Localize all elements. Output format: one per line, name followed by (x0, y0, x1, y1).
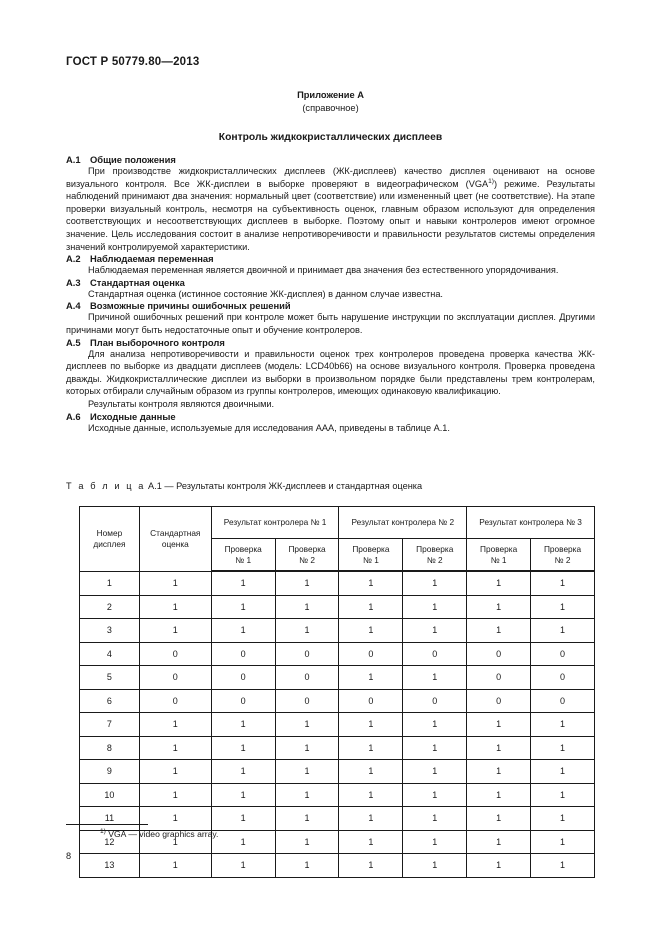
th-inspector-1-check-2: Проверка № 2 (275, 539, 339, 572)
section-number: A.5 (66, 336, 81, 348)
cell-standard-rating: 1 (139, 619, 211, 643)
section-number: A.4 (66, 300, 81, 312)
th-standard-rating: Стандартная оценка (139, 507, 211, 572)
cell-inspector-result: 1 (275, 713, 339, 737)
annex-subtitle: (справочное) (302, 103, 359, 113)
cell-inspector-result: 1 (403, 595, 467, 619)
page-number: 8 (66, 851, 72, 861)
cell-inspector-result: 0 (403, 689, 467, 713)
cell-display-number: 10 (80, 783, 140, 807)
annex-title: Приложение А (297, 90, 364, 100)
cell-inspector-result: 1 (403, 619, 467, 643)
cell-display-number: 7 (80, 713, 140, 737)
cell-inspector-result: 1 (339, 595, 403, 619)
cell-standard-rating: 1 (139, 807, 211, 831)
cell-inspector-result: 1 (275, 595, 339, 619)
document-body (66, 154, 595, 434)
cell-inspector-result: 0 (275, 642, 339, 666)
section-heading-a-1 (66, 154, 595, 165)
cell-standard-rating: 1 (139, 783, 211, 807)
section-paragraph: Исходные данные, используемые для исследования ААА, приведены в таблице А.1. (88, 422, 450, 433)
cell-display-number: 3 (80, 619, 140, 643)
cell-inspector-result: 1 (403, 854, 467, 878)
cell-inspector-result: 1 (275, 571, 339, 595)
cell-inspector-result: 1 (467, 830, 531, 854)
section-paragraph: Наблюдаемая переменная является двоичной и принимает два значения без естественного упорядочивания. (88, 265, 559, 276)
cell-inspector-result: 1 (211, 807, 275, 831)
table-row (80, 736, 595, 760)
cell-display-number: 8 (80, 736, 140, 760)
cell-standard-rating: 0 (139, 689, 211, 713)
cell-display-number: 13 (80, 854, 140, 878)
cell-inspector-result: 1 (275, 760, 339, 784)
cell-inspector-result: 1 (467, 595, 531, 619)
cell-inspector-result: 1 (275, 854, 339, 878)
table-header-row-1 (80, 507, 595, 539)
cell-inspector-result: 1 (339, 736, 403, 760)
cell-inspector-result: 1 (339, 807, 403, 831)
cell-display-number: 9 (80, 760, 140, 784)
section-heading-a-3 (66, 277, 595, 288)
cell-inspector-result: 0 (467, 689, 531, 713)
cell-inspector-result: 0 (275, 666, 339, 690)
cell-inspector-result: 1 (531, 760, 595, 784)
cell-inspector-result: 0 (531, 689, 595, 713)
section-paragraph: Результаты контроля являются двоичными. (88, 398, 275, 409)
inspection-results-table (79, 506, 595, 878)
sections-container (66, 154, 595, 434)
cell-inspector-result: 0 (211, 666, 275, 690)
cell-inspector-result: 1 (403, 713, 467, 737)
cell-standard-rating: 1 (139, 713, 211, 737)
th-inspector-3-check-2: Проверка № 2 (531, 539, 595, 572)
table-row (80, 807, 595, 831)
cell-standard-rating: 1 (139, 760, 211, 784)
section-title: Наблюдаемая переменная (90, 253, 214, 265)
cell-inspector-result: 1 (403, 783, 467, 807)
cell-inspector-result: 0 (211, 642, 275, 666)
cell-inspector-result: 1 (531, 736, 595, 760)
cell-display-number: 6 (80, 689, 140, 713)
cell-inspector-result: 1 (531, 595, 595, 619)
cell-inspector-result: 1 (467, 571, 531, 595)
table-row (80, 713, 595, 737)
cell-inspector-result: 1 (467, 807, 531, 831)
section-paragraph: При производстве жидкокристаллических дисплеев (ЖК-дисплеев) качество дисплея оценивают на основе визуального контроля. Все ЖК-дисплеи в выборке проверяют в видеографическом (VGA$^{1)}$) режиме. Результаты наблюдений принимают два значения: нормальный цвет (соответствие) или измененный цвет (не соответствие). На этапе проверки визуальный контроль, несмотря на субъективность оценок, главным образом используют для определения соответствующих и несоответствующих дисплеев в выборке. Поэтому опыт и навыки контролеров имеют огромное значение. Цель исследования состоит в анализе непротиворечивости и правильности результатов системы определения значений контролируемой характеристики. (66, 166, 595, 252)
cell-inspector-result: 1 (467, 783, 531, 807)
cell-inspector-result: 1 (211, 830, 275, 854)
th-inspector-3-check-1: Проверка № 1 (467, 539, 531, 572)
cell-inspector-result: 1 (467, 713, 531, 737)
cell-inspector-result: 1 (467, 854, 531, 878)
cell-inspector-result: 1 (339, 713, 403, 737)
table-caption-text: — Результаты контроля ЖК-дисплеев и стандартная оценка (164, 481, 423, 491)
th-inspector-1-check-1: Проверка № 1 (211, 539, 275, 572)
section-number: A.2 (66, 253, 81, 265)
section-title: Возможные причины ошибочных решений (90, 300, 291, 312)
cell-inspector-result: 1 (275, 619, 339, 643)
section-heading-a-2 (66, 253, 595, 264)
table-row (80, 642, 595, 666)
cell-standard-rating: 1 (139, 830, 211, 854)
standard-number-header: ГОСТ Р 50779.80—2013 (66, 56, 200, 68)
cell-standard-rating: 0 (139, 642, 211, 666)
section-title: Общие положения (90, 154, 176, 165)
cell-inspector-result: 1 (211, 595, 275, 619)
footnote-marker: 1) (100, 828, 106, 836)
section-title: Стандартная оценка (90, 276, 185, 288)
cell-inspector-result: 0 (467, 666, 531, 690)
section-paragraph: Для анализа непротиворечивости и правильности оценок трех контролеров проведена проверка качества ЖК-дисплеев по выборке из двадцати дисплеев (модель: LCD40b66) на основе визуального контроля. Проверка проведена дважды. Жидкокристаллические дисплеи из выборки в произвольном порядке были представлены трем контролерам, которых отбирали случайным образом из группы контролеров, имеющих одинаковую квалификацию. (66, 348, 595, 397)
cell-inspector-result: 1 (211, 619, 275, 643)
cell-inspector-result: 0 (531, 642, 595, 666)
cell-inspector-result: 1 (531, 571, 595, 595)
th-inspector-2: Результат контролера № 2 (339, 507, 467, 539)
table-row (80, 689, 595, 713)
section-number: A.1 (66, 154, 81, 165)
table-caption-label: Т а б л и ц а (66, 481, 146, 491)
cell-inspector-result: 1 (467, 760, 531, 784)
cell-standard-rating: 1 (139, 854, 211, 878)
cell-display-number: 5 (80, 666, 140, 690)
cell-inspector-result: 1 (531, 619, 595, 643)
th-inspector-2-check-1: Проверка № 1 (339, 539, 403, 572)
footnote-separator (66, 824, 148, 825)
cell-inspector-result: 1 (211, 760, 275, 784)
cell-inspector-result: 1 (339, 571, 403, 595)
cell-inspector-result: 1 (275, 807, 339, 831)
table-row (80, 783, 595, 807)
cell-display-number: 1 (80, 571, 140, 595)
cell-inspector-result: 1 (339, 783, 403, 807)
cell-inspector-result: 1 (211, 854, 275, 878)
cell-standard-rating: 1 (139, 595, 211, 619)
section-heading-a-6 (66, 411, 595, 422)
table-row (80, 595, 595, 619)
cell-inspector-result: 1 (339, 854, 403, 878)
cell-inspector-result: 0 (403, 642, 467, 666)
cell-inspector-result: 1 (531, 807, 595, 831)
cell-inspector-result: 1 (467, 736, 531, 760)
footnote-reference: 1) (488, 177, 495, 185)
table-row (80, 760, 595, 784)
section-title: План выборочного контроля (90, 336, 225, 348)
table-row (80, 619, 595, 643)
cell-standard-rating: 1 (139, 571, 211, 595)
cell-inspector-result: 1 (403, 736, 467, 760)
cell-inspector-result: 1 (403, 807, 467, 831)
th-inspector-2-check-2: Проверка № 2 (403, 539, 467, 572)
cell-inspector-result: 1 (211, 713, 275, 737)
section-heading-a-5 (66, 337, 595, 348)
cell-standard-rating: 1 (139, 736, 211, 760)
table-row (80, 854, 595, 878)
th-display-number: Номер дисплея (80, 507, 140, 572)
cell-inspector-result: 1 (403, 571, 467, 595)
section-title: Исходные данные (90, 410, 176, 422)
table-caption (66, 481, 422, 491)
section-number: A.6 (66, 410, 81, 422)
cell-inspector-result: 0 (531, 666, 595, 690)
cell-inspector-result: 0 (339, 642, 403, 666)
cell-inspector-result: 1 (339, 830, 403, 854)
section-number: A.3 (66, 276, 81, 288)
cell-inspector-result: 0 (211, 689, 275, 713)
annex-heading: Контроль жидкокристаллических дисплеев (218, 132, 443, 143)
cell-inspector-result: 0 (467, 642, 531, 666)
table-header (80, 507, 595, 572)
cell-inspector-result: 1 (275, 830, 339, 854)
cell-inspector-result: 1 (531, 713, 595, 737)
annex-title-block (0, 89, 661, 115)
section-paragraph: Причиной ошибочных решений при контроле может быть нарушение инструкции по эксплуатации дисплея. Другими причинами могут быть недостаточные опыт и обучение контролеров. (66, 312, 595, 335)
table-caption-number: А.1 (148, 481, 162, 491)
cell-inspector-result: 1 (275, 736, 339, 760)
th-inspector-1: Результат контролера № 1 (211, 507, 339, 539)
cell-inspector-result: 1 (339, 760, 403, 784)
cell-display-number: 2 (80, 595, 140, 619)
section-heading-a-4 (66, 300, 595, 311)
cell-display-number: 11 (80, 807, 140, 831)
cell-inspector-result: 1 (403, 760, 467, 784)
cell-display-number: 12 (80, 830, 140, 854)
cell-inspector-result: 1 (403, 830, 467, 854)
section-paragraph: Стандартная оценка (истинное состояние ЖК-дисплея) в данном случае известна. (88, 288, 443, 299)
footnote (100, 829, 218, 839)
cell-inspector-result: 1 (275, 783, 339, 807)
th-inspector-3: Результат контролера № 3 (467, 507, 595, 539)
cell-inspector-result: 1 (531, 854, 595, 878)
cell-inspector-result: 1 (211, 571, 275, 595)
table-row (80, 571, 595, 595)
cell-inspector-result: 1 (339, 619, 403, 643)
cell-inspector-result: 1 (339, 666, 403, 690)
cell-inspector-result: 1 (211, 783, 275, 807)
cell-inspector-result: 1 (531, 830, 595, 854)
footnote-text: VGA — video graphics array. (108, 829, 219, 839)
table-row (80, 666, 595, 690)
cell-inspector-result: 1 (403, 666, 467, 690)
cell-inspector-result: 1 (211, 736, 275, 760)
cell-inspector-result: 0 (275, 689, 339, 713)
cell-inspector-result: 1 (531, 783, 595, 807)
cell-display-number: 4 (80, 642, 140, 666)
cell-inspector-result: 1 (467, 619, 531, 643)
cell-inspector-result: 0 (339, 689, 403, 713)
cell-standard-rating: 0 (139, 666, 211, 690)
